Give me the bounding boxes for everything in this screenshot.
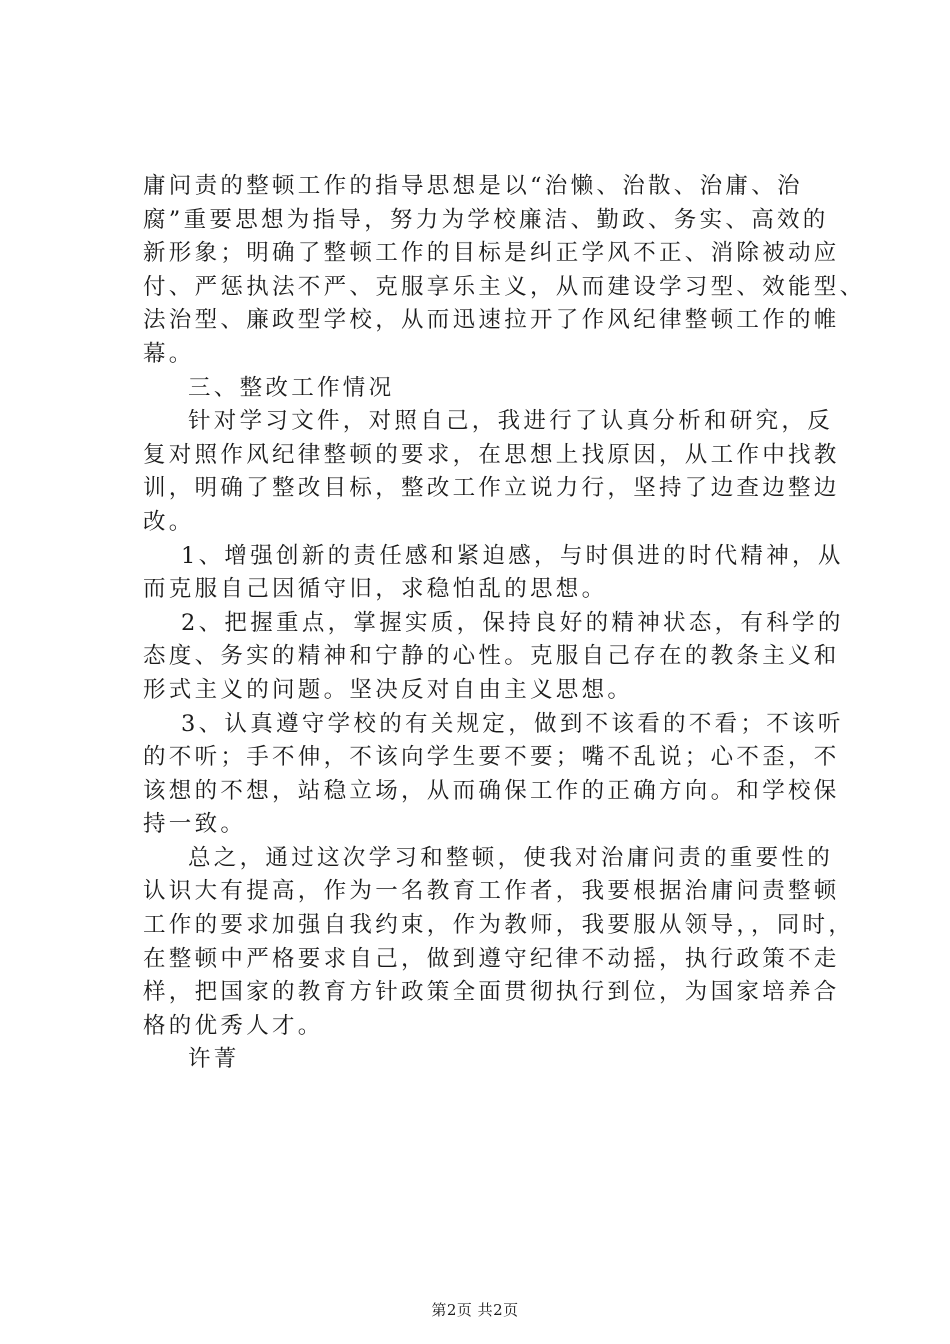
text-line: 在整顿中严格要求自己，做到遵守纪律不动摇，执行政策不走: [143, 945, 840, 972]
text-line: 法治型、廉政型学校，从而迅速拉开了作风纪律整顿工作的帷: [143, 307, 840, 334]
section-heading: 三、整改工作情况: [188, 374, 395, 401]
text-line: 态度、务实的精神和宁静的心性。克服自己存在的教条主义和: [143, 643, 840, 670]
text-line: 样，把国家的教育方针政策全面贯彻执行到位，为国家培养合: [143, 979, 840, 1006]
document-body: [143, 170, 866, 1077]
text-line: 格的优秀人才。: [143, 1012, 324, 1039]
text-line: 总之，通过这次学习和整顿，使我对治庸问责的重要性的: [188, 844, 834, 871]
text-line: 认识大有提高，作为一名教育工作者，我要根据治庸问责整顿: [143, 878, 840, 905]
text-line: 改。: [143, 508, 195, 535]
list-item: 2、把握重点，掌握实质，保持良好的精神状态，有科学的: [181, 609, 844, 636]
text-line: 复对照作风纪律整顿的要求，在思想上找原因，从工作中找教: [143, 441, 840, 468]
text-line: 庸问责的整顿工作的指导思想是以“治懒、治散、治庸、治: [143, 173, 803, 199]
list-item: 3、认真遵守学校的有关规定，做到不该看的不看；不该听: [181, 710, 844, 737]
text-line: 付、严惩执法不严、克服享乐主义，从而建设学习型、效能型、: [143, 273, 866, 300]
text-line: 腐”重要思想为指导，努力为学校廉洁、勤政、务实、高效的: [143, 206, 829, 233]
text-line: 的不听；手不伸，不该向学生要不要；嘴不乱说；心不歪，不: [143, 744, 840, 771]
text-line: 工作的要求加强自我约束，作为教师，我要服从领导，，同时，: [143, 912, 855, 939]
text-line: 该想的不想，站稳立场，从而确保工作的正确方向。和学校保: [143, 777, 840, 804]
author-signature: 许菁: [188, 1046, 240, 1073]
text-line: 而克服自己因循守旧，求稳怕乱的思想。: [143, 576, 608, 603]
text-line: 持一致。: [143, 811, 247, 838]
text-line: 幕。: [143, 340, 195, 367]
text-line: 针对学习文件，对照自己，我进行了认真分析和研究，反: [188, 408, 834, 435]
page-footer: 第2页 共2页: [431, 1301, 519, 1319]
text-line: 形式主义的问题。坚决反对自由主义思想。: [143, 676, 634, 703]
list-item: 1、增强创新的责任感和紧迫感，与时俱进的时代精神，从: [181, 542, 844, 569]
text-line: 训，明确了整改目标，整改工作立说力行，坚持了边查边整边: [143, 475, 840, 502]
text-line: 新形象；明确了整顿工作的目标是纠正学风不正、消除被动应: [143, 240, 840, 267]
